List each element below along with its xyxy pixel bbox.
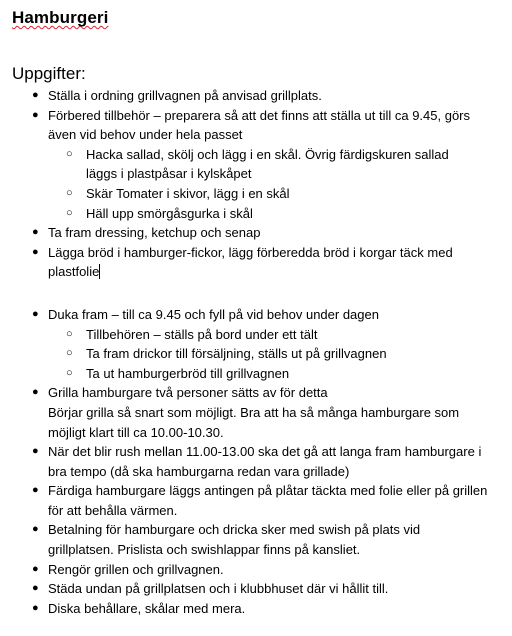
list-item-text: Tillbehören – ställs på bord under ett tält — [86, 326, 318, 342]
list-item-text: Hacka sallad, skölj och lägg i en skål. Övrig färdigskuren sallad läggs i plastpåsar i kylskåpet — [86, 146, 449, 182]
list-item-text: Lägga bröd i hamburger-fickor, lägg förberedda bröd i korgar täck med plastfolie — [48, 244, 453, 280]
circle-bullet-icon: ○ — [66, 206, 73, 219]
list-item-text: Färdiga hamburgare läggs antingen på plåtar täckta med folie eller på grillen för att behålla värmen. — [48, 483, 488, 518]
bullet-icon: ● — [32, 582, 39, 595]
circle-bullet-icon: ○ — [66, 147, 73, 160]
list-item-text: Ta fram drickor till försäljning, ställs ut på grillvagnen — [86, 346, 387, 362]
list-item — [0, 106, 488, 145]
list-item-text: Duka fram – till ca 9.45 och fyll på vid behov under dagen — [48, 306, 379, 322]
task-list — [0, 86, 512, 618]
bullet-icon: ● — [32, 108, 39, 121]
bullet-icon: ● — [32, 89, 39, 101]
list-item-text: Diska behållare, skålar med mera. — [48, 600, 246, 616]
sub-list-item — [0, 204, 481, 224]
list-item — [0, 442, 488, 481]
document-title: Hamburgeri — [12, 8, 109, 27]
circle-bullet-icon: ○ — [66, 186, 73, 199]
bullet-icon: ● — [32, 226, 39, 239]
bullet-icon: ● — [32, 307, 39, 320]
blank-line — [0, 282, 512, 305]
list-item-text: Ställa i ordning grillvagnen på anvisad grillplats. — [48, 88, 322, 103]
circle-bullet-icon: ○ — [66, 366, 73, 379]
bullet-icon: ● — [32, 245, 39, 258]
sub-list-item — [0, 184, 481, 204]
list-item-text: Skär Tomater i skivor, lägg i en skål — [86, 185, 290, 201]
list-item-text: Grilla hamburgare två personer sätts av för detta — [48, 385, 328, 401]
list-item — [0, 86, 488, 106]
list-item — [0, 305, 488, 325]
list-item — [0, 383, 488, 403]
list-item — [0, 243, 488, 282]
list-item-text: Ta fram dressing, ketchup och senap — [48, 225, 261, 241]
list-item-text: Börjar grilla så snart som möjligt. Bra att ha så många hamburgare som möjligt klart till ca 10.00-10.30. — [48, 404, 460, 440]
sub-list-item — [0, 145, 481, 184]
list-item — [0, 481, 488, 520]
list-item-continuation — [0, 403, 488, 442]
sub-list-item — [0, 364, 481, 384]
circle-bullet-icon: ○ — [66, 347, 73, 360]
list-item-text: Städa undan på grillplatsen och i klubbhuset där vi hållit till. — [48, 581, 389, 597]
list-item — [0, 520, 488, 559]
bullet-icon: ● — [32, 562, 39, 575]
list-item — [0, 560, 488, 580]
text-cursor — [99, 264, 100, 279]
bullet-icon: ● — [32, 484, 39, 497]
document-subtitle: Uppgifter: — [12, 64, 86, 83]
bullet-icon: ● — [32, 445, 39, 458]
list-item-text: När det blir rush mellan 11.00-13.00 ska det gå att langa fram hamburgare i bra tempo (då ska hamburgarna redan vara grillade) — [48, 444, 482, 479]
list-item-text: Betalning för hamburgare och dricka sker med swish på plats vid grillplatsen. Prislista och swishlappar finns på kansliet. — [48, 522, 421, 558]
list-item-text: Ta ut hamburgerbröd till grillvagnen — [86, 365, 290, 381]
list-item — [0, 579, 488, 599]
list-item — [0, 223, 488, 243]
list-item-text: Rengör grillen och grillvagnen. — [48, 561, 224, 577]
list-item-text: Förbered tillbehör – preparera så att det finns att ställa ut till ca 9.45, görs även vid behov under hela passet — [48, 107, 471, 143]
bullet-icon: ● — [32, 601, 39, 614]
sub-list-item — [0, 325, 481, 345]
list-item-text: Häll upp smörgåsgurka i skål — [86, 205, 253, 221]
circle-bullet-icon: ○ — [66, 327, 73, 340]
bullet-icon: ● — [32, 386, 39, 399]
bullet-icon: ● — [32, 523, 39, 536]
sub-list-item — [0, 344, 481, 364]
list-item — [0, 599, 488, 619]
